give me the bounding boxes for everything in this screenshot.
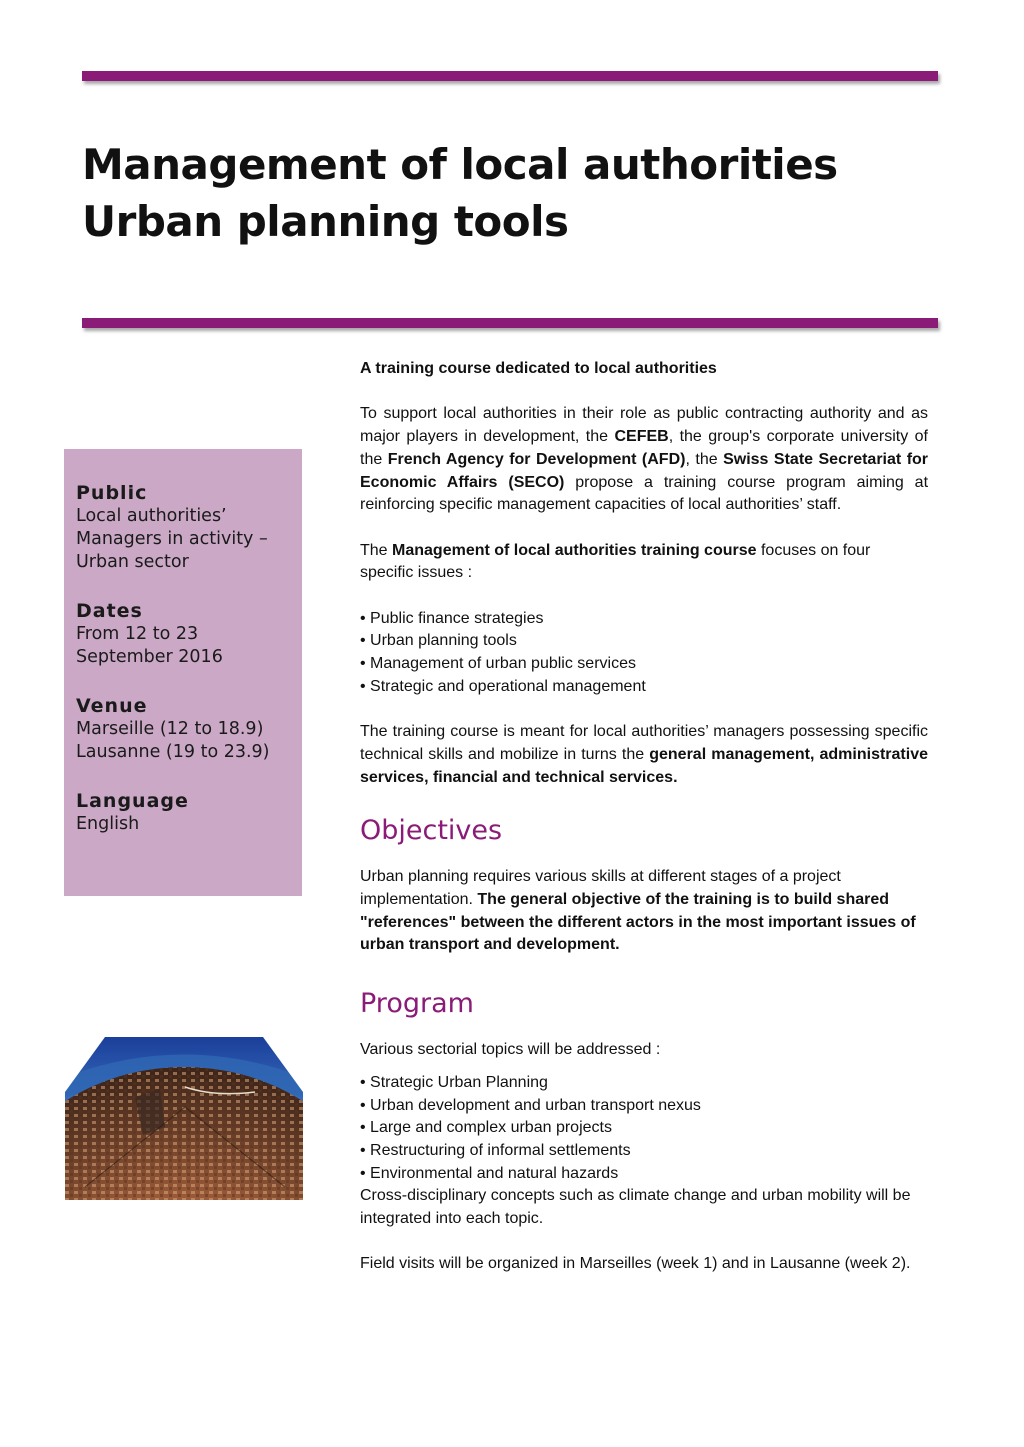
list-item: • Public finance strategies <box>360 608 928 631</box>
public-label: Public <box>76 482 148 504</box>
venue-line-2: Lausanne (19 to 23.9) <box>76 742 270 762</box>
top-divider <box>82 71 938 81</box>
dates-group <box>76 599 290 669</box>
program-field-visits: Field visits will be organized in Marseilles (week 1) and in Lausanne (week 2). <box>360 1255 911 1273</box>
language-group <box>76 789 290 836</box>
dates-line-2: September 2016 <box>76 647 223 667</box>
public-line-1: Local authorities’ <box>76 506 227 526</box>
intro-lead: A training course dedicated to local authorities <box>360 360 717 377</box>
list-item: • Restructuring of informal settlements <box>360 1140 928 1163</box>
list-item: • Management of urban public services <box>360 653 928 676</box>
intro-paragraph-1: To support local authorities in their role as public contracting authority and as major players in development, the CEFEB, the group's corporate university of the French Agency for Development (AFD), the Swiss State Secretariat for Economic Affairs (SECO) propose a training course program aiming at reinforcing specific management capacities of local authorities’ staff. <box>360 405 929 514</box>
page-title <box>82 136 942 250</box>
list-item: • Strategic Urban Planning <box>360 1072 928 1095</box>
list-item: • Strategic and operational management <box>360 676 928 699</box>
program-intro: Various sectorial topics will be addressed : <box>360 1041 661 1059</box>
course-info-box <box>64 449 302 896</box>
main-content <box>360 358 928 1276</box>
middle-divider <box>82 318 938 328</box>
city-photo <box>65 1037 303 1200</box>
title-line-2: Urban planning tools <box>82 197 569 246</box>
public-line-2: Managers in activity – <box>76 529 268 549</box>
intro-paragraph-3: The training course is meant for local authorities’ managers possessing specific technical skills and mobilize in turns the general management, administrative services, financial and technical services. <box>360 723 928 786</box>
title-line-1: Management of local authorities <box>82 140 838 189</box>
venue-label: Venue <box>76 695 148 717</box>
program-heading: Program <box>360 988 474 1020</box>
list-item: • Urban development and urban transport nexus <box>360 1095 928 1118</box>
dates-line-1: From 12 to 23 <box>76 624 199 644</box>
list-item: • Environmental and natural hazards <box>360 1163 928 1186</box>
issues-list <box>360 608 928 699</box>
list-item: • Large and complex urban projects <box>360 1117 928 1140</box>
topics-list <box>360 1072 928 1186</box>
list-item: • Urban planning tools <box>360 630 928 653</box>
language-line-1: English <box>76 814 140 834</box>
language-label: Language <box>76 790 189 812</box>
dates-label: Dates <box>76 600 143 622</box>
intro-paragraph-2: The Management of local authorities training course focuses on four specific issues : <box>360 541 871 582</box>
public-group <box>76 481 290 574</box>
objectives-heading: Objectives <box>360 815 503 847</box>
program-cross-disciplinary: Cross-disciplinary concepts such as climate change and urban mobility will be integrated into each topic. <box>360 1187 911 1228</box>
public-line-3: Urban sector <box>76 552 189 572</box>
venue-line-1: Marseille (12 to 18.9) <box>76 719 264 739</box>
venue-group <box>76 694 290 764</box>
objectives-text: Urban planning requires various skills at different stages of a project implementation. The general objective of the training is to build shared "references" between the different actors in the most important issues of urban transport and development. <box>360 868 916 954</box>
